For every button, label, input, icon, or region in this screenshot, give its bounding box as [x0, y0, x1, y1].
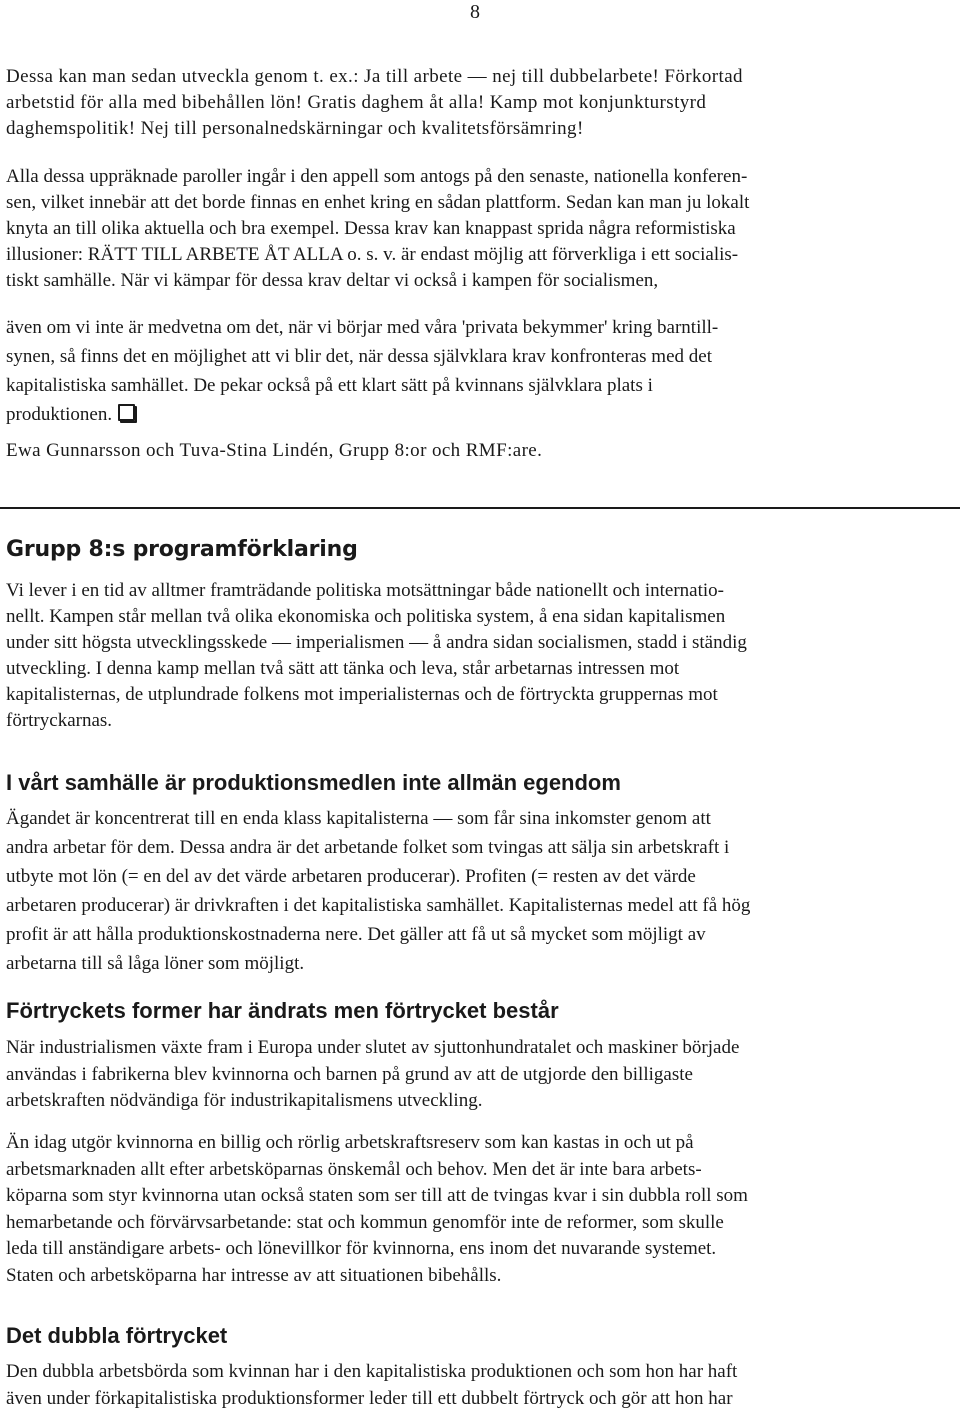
heading-dubbla-fortrycket: Det dubbla förtrycket: [6, 1323, 228, 1348]
paragraph-industrialismen: [6, 1035, 956, 1115]
text-line: Ägandet är koncentrerat till en enda klass kapitalisterna — som får sina inkomster genom att: [6, 808, 711, 829]
heading-programforklaring: Grupp 8:s programförklaring: [6, 537, 358, 562]
text-line: även om vi inte är medvetna om det, när vi börjar med våra 'privata bekymmer' kring barntill-: [6, 317, 719, 338]
text-line: arbetstid för alla med bibehållen lön! Gratis daghem åt alla! Kamp mot konjunkturstyrd: [6, 92, 707, 113]
paragraph-intro: [6, 578, 956, 734]
text-line: Än idag utgör kvinnorna en billig och rörlig arbetskraftsreserv som kan kastas in och ut på: [6, 1132, 694, 1153]
signature: Ewa Gunnarsson och Tuva-Stina Lindén, Grupp 8:or och RMF:are.: [6, 440, 543, 461]
text-line: synen, så finns det en möjlighet att vi blir det, när dessa självklara krav konfronteras med det: [6, 346, 712, 367]
text-line: användas i fabrikerna blev kvinnorna och barnen på grund av att de utgjorde den billigaste: [6, 1063, 693, 1085]
text-line: utveckling. I denna kamp mellan två sätt att tänka och leva, står arbetarnas intressen mot: [6, 658, 680, 679]
text-line: under sitt högsta utvecklingsskede — imperialismen — å andra sidan socialismen, stadd i ständig: [6, 632, 747, 653]
text-line: kapitalistiska samhället. De pekar också på ett klart sätt på kvinnans självklara plats i: [6, 375, 653, 396]
paragraph-slogans: [6, 64, 956, 142]
text-line: förtryckarnas.: [6, 710, 113, 731]
text-line: arbetsmarknaden allt efter arbetsköparnas önskemål och behov. Men det är inte bara arbets-: [6, 1158, 702, 1180]
text-line: utbyte mot lön (= en del av det värde arbetaren producerar). Profiten (= resten av det värde: [6, 866, 696, 887]
text-line: hemarbetande och förvärvsarbetande: stat och kommun genomför inte de reformer, som skulle: [6, 1211, 724, 1233]
text-line: nellt. Kampen står mellan två olika ekonomiska och politiska system, å ena sidan kapitalismen: [6, 606, 726, 627]
text-line: Dessa kan man sedan utveckla genom t. ex.: Ja till arbete — nej till dubbelarbete! Förkortad: [6, 66, 743, 87]
text-line: andra arbetar för dem. Dessa andra är det arbetande folket som tvingas att sälja sin arbetskraft i: [6, 837, 730, 858]
page-number: 8: [470, 1, 480, 23]
section-divider: [0, 507, 960, 509]
heading-fortryckets-former: Förtryckets former har ändrats men förtrycket består: [6, 998, 559, 1023]
text-line: illusioner: RÄTT TILL ARBETE ÅT ALLA o. s. v. är endast möjlig att förverkliga i ett socialis-: [6, 244, 739, 265]
text-line: arbetaren producerar) är drivkraften i det kapitalistiska samhället. Kapitalisternas medel att få hög: [6, 895, 751, 916]
text-line: arbetarna till så låga löner som möjligt.: [6, 953, 305, 974]
text-line: sen, vilket innebär att det borde finnas en enhet kring en sådan plattform. Sedan kan man ju lokalt: [6, 192, 750, 213]
text-line: arbetskraften nödvändiga för industrikapitalismens utveckling.: [6, 1090, 483, 1111]
text-line: Staten och arbetsköparna har intresse av att situationen bibehålls.: [6, 1264, 502, 1286]
heading-produktionsmedlen: I vårt samhälle är produktionsmedlen inte allmän egendom: [6, 770, 621, 795]
text-line: När industrialismen växte fram i Europa under slutet av sjuttonhundratalet och maskiner började: [6, 1037, 740, 1058]
paragraph-agandet: [6, 804, 956, 978]
text-line: Vi lever i en tid av alltmer framträdande politiska motsättningar både nationellt och internatio-: [6, 580, 724, 601]
text-line: profit är att hålla produktionskostnaderna nere. Det gäller att få ut så mycket som möjligt av: [6, 924, 706, 945]
paragraph-arbetskraftsreserv: [6, 1130, 956, 1289]
text-line: daghemspolitik! Nej till personalnedskärningar och kvalitetsförsämring!: [6, 118, 584, 139]
paragraph-socialism: [6, 313, 956, 429]
paragraph-appeal: [6, 164, 956, 294]
end-of-article-box-icon: [118, 404, 135, 421]
text-line: köparna som styr kvinnorna utan också staten som ser till att de tvingas kvar i sin dubbla roll som: [6, 1185, 748, 1206]
text-line: knyta an till olika aktuella och bra exempel. Dessa krav kan knappast sprida några reformistiska: [6, 218, 736, 239]
text-line: leda till anständigare arbets- och lönevillkor för kvinnorna, ens inom det nuvarande systemet.: [6, 1238, 717, 1259]
text-line: produktionen.: [6, 404, 113, 425]
text-line: tiskt samhälle. När vi kämpar för dessa krav deltar vi också i kampen för socialismen,: [6, 270, 659, 291]
text-line: kapitalisternas, de utplundrade folkens mot imperialisternas och de förtryckta gruppernas mot: [6, 684, 718, 705]
paragraph-dubbla-arbetsborda: [6, 1359, 956, 1412]
text-line: Alla dessa uppräknade paroller ingår i den appell som antogs på den senaste, nationella konferen-: [6, 166, 748, 187]
text-line: Den dubbla arbetsbörda som kvinnan har i den kapitalistiska produktionen och som hon har haft: [6, 1361, 738, 1382]
text-line: även under förkapitalistiska produktionsformer leder till ett dubbelt förtryck och gör att hon har: [6, 1387, 733, 1409]
